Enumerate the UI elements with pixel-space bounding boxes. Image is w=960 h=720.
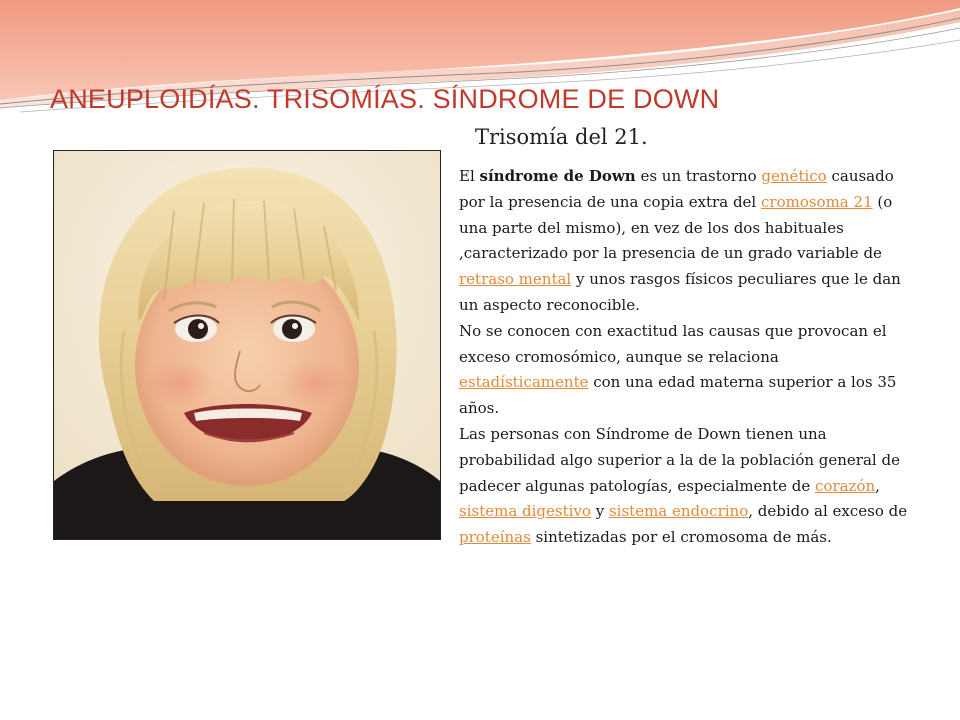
body-text [459,164,909,551]
slide-subtitle: Trisomía del 21. [475,125,648,149]
bold-term: síndrome de Down [479,167,636,185]
link-sistema-endocrino[interactable]: sistema endocrino [608,502,749,521]
paragraph-2 [459,319,909,422]
text-run: y [590,502,609,521]
text-run: con una edad materna superior a los 35 años. [459,373,897,418]
text-run: , debido al exceso de [748,502,908,521]
link-sistema-digestivo[interactable]: sistema digestivo [459,502,591,521]
text-run: causado por la presencia de una copia extra del [459,167,894,211]
text-run: El [459,167,480,185]
link-cromosoma-21[interactable]: cromosoma 21 [761,192,873,211]
text-run: es un trastorno [635,167,762,185]
link-genético[interactable]: genético [761,167,827,185]
link-proteínas[interactable]: proteínas [459,528,531,547]
text-run: Las personas con Síndrome de Down tienen una probabilidad algo superior a la de la población general de padecer algunas patologías, especialmente de [459,424,900,495]
link-corazón[interactable]: corazón [815,476,876,495]
text-run: , [875,476,880,495]
text-run: y unos rasgos físicos peculiares que le dan un aspecto reconocible. [459,270,901,314]
link-retraso-mental[interactable]: retraso mental [459,270,572,289]
text-run: No se conocen con exactitud las causas que provocan el exceso cromosómico, aunque se relaciona [459,321,887,366]
paragraph-1 [459,164,909,319]
child-portrait-photo [53,150,441,540]
paragraph-3 [459,422,909,551]
text-run: (o una parte del mismo), en vez de los dos habituales ,caracterizado por la presencia de un grado variable de [459,192,893,263]
text-run: sintetizadas por el cromosoma de más. [530,528,832,547]
link-estadísticamente[interactable]: estadísticamente [459,373,589,392]
slide-title: ANEUPLOIDÍAS. TRISOMÍAS. SÍNDROME DE DOWN [50,84,720,114]
